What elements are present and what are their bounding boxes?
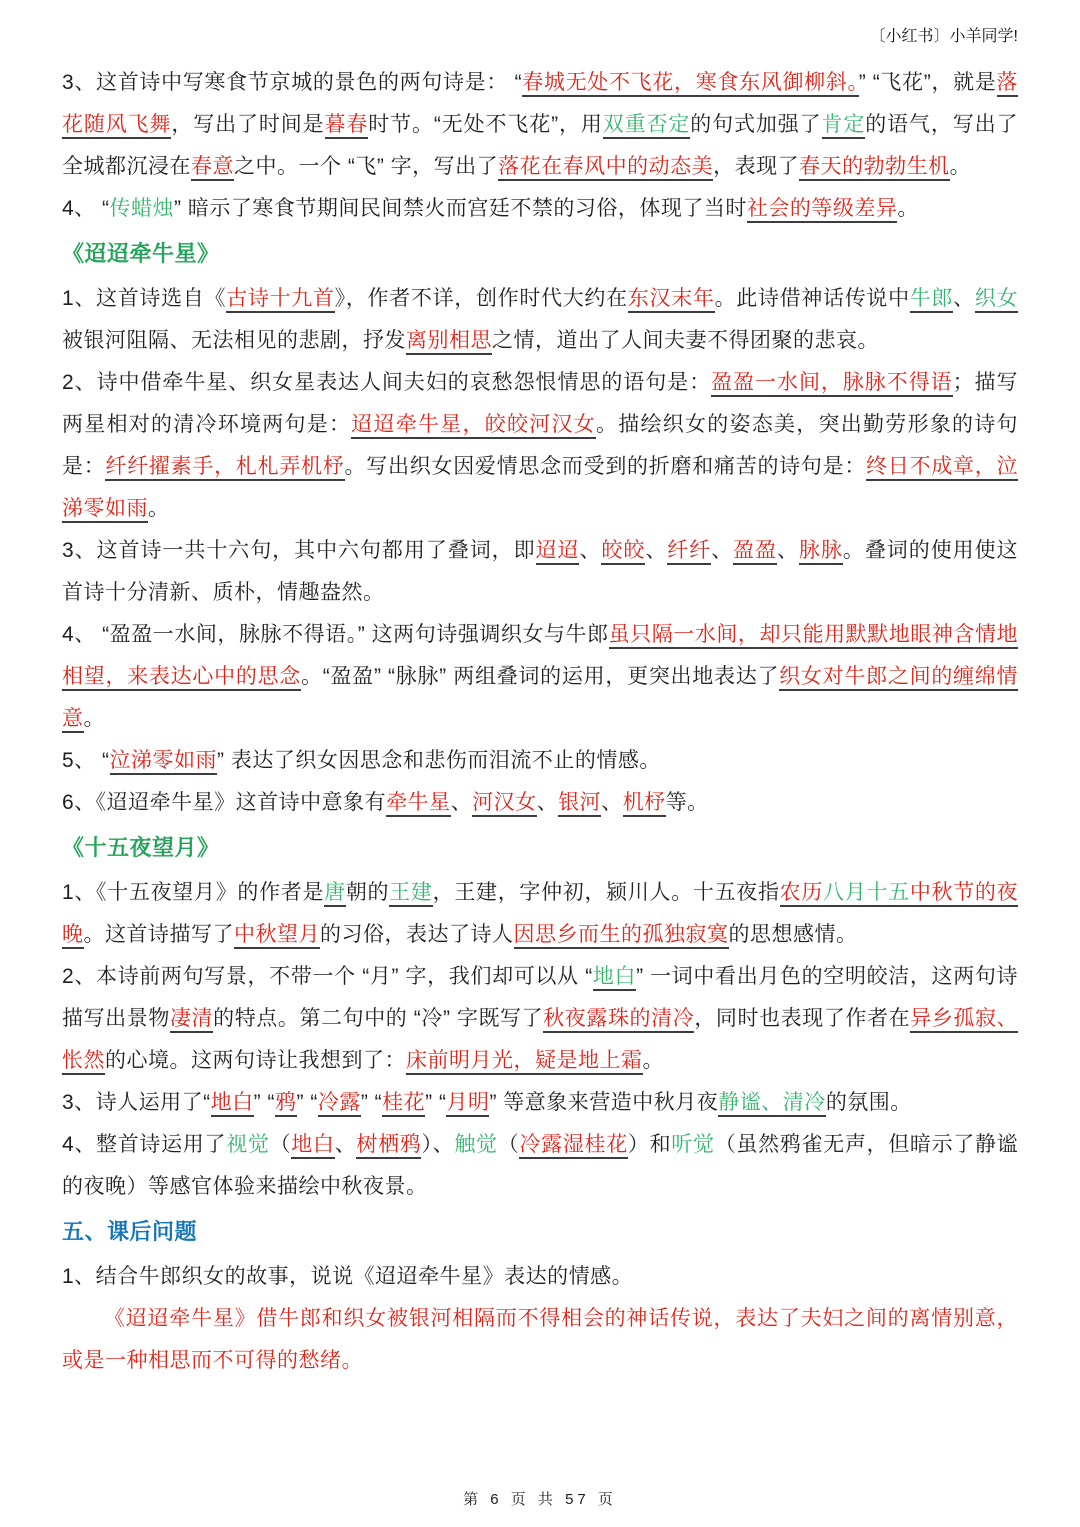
text-run: 2、诗中借牵牛星、织女星表达人间夫妇的哀愁怨恨情思的语句是： [62,371,712,394]
paragraph [62,872,1018,956]
text-run: ）和 [627,1133,672,1156]
text-run: ” “ [425,1091,447,1114]
text-run: 1、这首诗选自《 [62,287,227,310]
text-run: 。描绘织女的姿态美，突出勤劳形象的诗句是： [62,413,1018,478]
text-run: 盈盈 [733,539,777,565]
text-run: 1、结合牛郎织女的故事，说说《迢迢牵牛星》表达的情感。 [62,1265,634,1288]
text-run: ，写出了时间是 [171,113,325,136]
text-run: 纤纤擢素手，札札弄机杼 [105,455,344,481]
text-run: 的句式加强了 [690,113,822,136]
paragraph [62,956,1018,1082]
text-run: 听觉 [671,1133,715,1156]
paragraph [62,188,1018,230]
text-run: 古诗十九首 [226,287,334,313]
text-run: 的氛围。 [825,1091,912,1114]
text-run: 河汉女 [472,791,537,817]
text-run: 牵牛星 [386,791,451,817]
text-run: 中秋望月 [234,923,320,949]
text-run: 3、这首诗中写寒食节京城的景色的两句诗是： “ [62,71,523,94]
text-run: 、 [953,287,975,310]
text-run: ” “飞花”，就是 [858,71,997,94]
text-run: 双重否定 [603,113,691,139]
text-run: 触觉 [454,1133,498,1156]
text-run: 的特点。第二句中的 “冷” 字既写了 [213,1007,544,1030]
text-run: ，王建，字仲初，颍川人。十五夜指 [432,881,780,904]
text-run: 离别相思 [406,329,492,355]
text-run: 虽只隔一水间，却只能用默默地眼神含情地相望，来表达心中的思念 [62,623,1018,691]
text-run: 地白 [211,1091,254,1117]
text-run: 脉脉 [799,539,843,565]
paragraph [62,740,1018,782]
text-run: 秋夜露珠的清冷 [543,1007,694,1033]
text-run: ” 表达了织女因思念和悲伤而泪流不止的情感。 [217,749,661,772]
text-run: 牛郎 [910,287,953,313]
text-run: 3、诗人运用了“ [62,1091,211,1114]
paragraph [62,1124,1018,1208]
text-run: 社会的等级差异 [747,197,898,223]
text-run: 异乡孤寂、怅然 [62,1007,1018,1075]
text-run: 、 [579,539,602,562]
text-run: 。 [949,155,972,178]
section-heading: 五、课后问题 [62,1219,198,1244]
text-run: 。这首诗描写了 [83,923,234,946]
footer-page-number: 第 6 页 共 57 页 [463,1491,617,1508]
document-content [62,62,1018,1382]
text-run: ” “ [296,1091,318,1114]
paragraph [62,1298,1018,1382]
paragraph [62,362,1018,530]
text-run: ；描写两星相对的清冷环境两句是： [62,371,1019,436]
text-run: （虽然鸦雀无声，但暗示了静谧的夜晚）等感官体验来描绘中秋夜景。 [62,1133,1019,1198]
text-run: 东汉末年 [628,287,715,313]
text-run: 之中。一个 “飞” 字，写出了 [234,155,499,178]
text-run: 床前明月光，疑是地上霜 [406,1049,643,1075]
text-run: ” “ [253,1091,275,1114]
text-run: 。叠词的使用使这首诗十分清新、质朴，情趣盎然。 [62,539,1019,604]
text-run: 等。 [665,791,709,814]
text-run: 春天的勃勃生机 [799,155,950,181]
text-run: 静谧、清冷 [718,1091,826,1117]
text-run: 泣涕零如雨 [110,749,218,775]
text-run: 暮春 [325,113,369,139]
text-run: 肯定 [822,113,866,139]
header-attribution: 〔小红书〕小羊同学! [869,28,1018,45]
paragraph [62,614,1018,740]
text-run: 。 [148,497,170,520]
text-run: 、 [450,791,473,814]
text-run: 的语气，写出了全城都沉浸在 [62,113,1018,178]
text-run: 迢迢牵牛星，皎皎河汉女 [351,413,596,439]
text-run: 之情，道出了人间夫妻不得团聚的悲哀。 [492,329,879,352]
section-heading: 《迢迢牵牛星》 [62,241,220,266]
text-run: 纤纤 [667,539,711,565]
text-run: 。 [897,197,919,220]
text-run: 》，作者不详，创作时代大约在 [334,287,628,310]
text-run: 因思乡而生的孤独寂寞 [514,923,729,949]
text-run: 落花随风飞舞 [62,71,1018,139]
text-run: 鸦 [275,1091,297,1117]
paragraph [62,1256,1018,1298]
text-run: 时节。“无处不飞花”，用 [368,113,603,136]
paragraph [62,278,1018,362]
text-run: 5、 “ [62,749,110,772]
text-run: （ [269,1133,292,1156]
text-run: 传蜡烛 [109,197,175,220]
text-run: 、 [334,1133,357,1156]
text-run: 、 [777,539,799,562]
text-run: 2、本诗前两句写景，不带一个 “月” 字，我们却可以从 “ [62,965,593,988]
text-run: 冷露 [318,1091,361,1117]
text-run: 、 [645,539,668,562]
text-run: 的心境。这两句诗让我想到了： [105,1049,406,1072]
text-run: 终日不成章，泣涕零如雨 [62,455,1018,523]
text-run: 1、《十五夜望月》的作者是 [62,881,325,904]
text-run: ，同时也表现了作者在 [694,1007,911,1030]
text-run: ” 一词中看出月色的空明皎洁，这两句诗描写出景物 [62,965,1018,1030]
text-run: 中秋节的夜晚 [62,881,1018,949]
text-run: 冷露湿桂花 [519,1133,627,1159]
text-run: 八月十五 [823,881,910,907]
text-run: 。写出织女因爱情思念而受到的折磨和痛苦的诗句是： [344,455,867,478]
text-run: 春意 [191,155,234,181]
text-run: 盈盈一水间，脉脉不得语 [711,371,952,397]
paragraph [62,530,1018,614]
text-run: 树栖鸦 [356,1133,421,1159]
text-run: 。 [642,1049,664,1072]
text-run: ” 暗示了寒食节期间民间禁火而宫廷不禁的习俗，体现了当时 [174,197,747,220]
text-run: 3、这首诗一共十六句，其中六句都用了叠词，即 [62,539,536,562]
text-run: 视觉 [226,1133,270,1156]
text-run: 王建 [389,881,432,907]
text-run: 落花在春风中的动态美 [498,155,713,181]
text-run: （ [497,1133,520,1156]
text-run: 4、 “盈盈一水间，脉脉不得语。” 这两句诗强调织女与牛郎 [62,623,609,646]
paragraph [62,1082,1018,1124]
text-run: ” “ [360,1091,383,1114]
text-run: 、 [536,791,559,814]
text-run: 4、 “ [62,197,110,220]
text-run: ）、 [421,1133,455,1156]
text-run: 6、《迢迢牵牛星》这首诗中意象有 [62,791,387,814]
text-run: 桂花 [382,1091,425,1117]
text-run: 的习俗，表达了诗人 [320,923,514,946]
text-run: 地白 [593,965,636,991]
paragraph [62,782,1018,824]
text-run: 、 [711,539,734,562]
text-run: 机杼 [623,791,666,817]
text-run: 凄清 [170,1007,213,1033]
text-run: ，表现了 [713,155,800,178]
text-run: 《迢迢牵牛星》借牛郎和织女被银河相隔而不得相会的神话传说，表达了夫妇之间的离情别意，或是一种相思而不可得的愁绪。 [62,1307,1018,1372]
text-run: 被银河阻隔、无法相见的悲剧，抒发 [62,329,406,352]
text-run: 织女 [975,287,1018,313]
text-run: 的思想感情。 [728,923,858,946]
text-run: 朝的 [345,881,390,904]
text-run: 4、整首诗运用了 [62,1133,227,1156]
text-run: 唐 [324,881,346,907]
text-run: 银河 [558,791,601,817]
text-run: 春城无处不飞花，寒食东风御柳斜。 [522,71,859,97]
text-run: 月明 [446,1091,489,1117]
section-heading: 《十五夜望月》 [62,835,220,860]
text-run: 。 [83,707,105,730]
text-run: 地白 [291,1133,334,1159]
text-run: 。“盈盈” “脉脉” 两组叠词的运用，更突出地表达了 [301,665,780,688]
text-run: 皎皎 [601,539,645,565]
text-run: 迢迢 [536,539,580,565]
text-run: 农历 [780,881,823,907]
text-run: 织女对牛郎之间的缠绵情意 [62,665,1018,733]
text-run: ” 等意象来营造中秋月夜 [489,1091,719,1114]
text-run: 。此诗借神话传说中 [714,287,910,310]
text-run: 、 [601,791,623,814]
paragraph [62,62,1018,188]
